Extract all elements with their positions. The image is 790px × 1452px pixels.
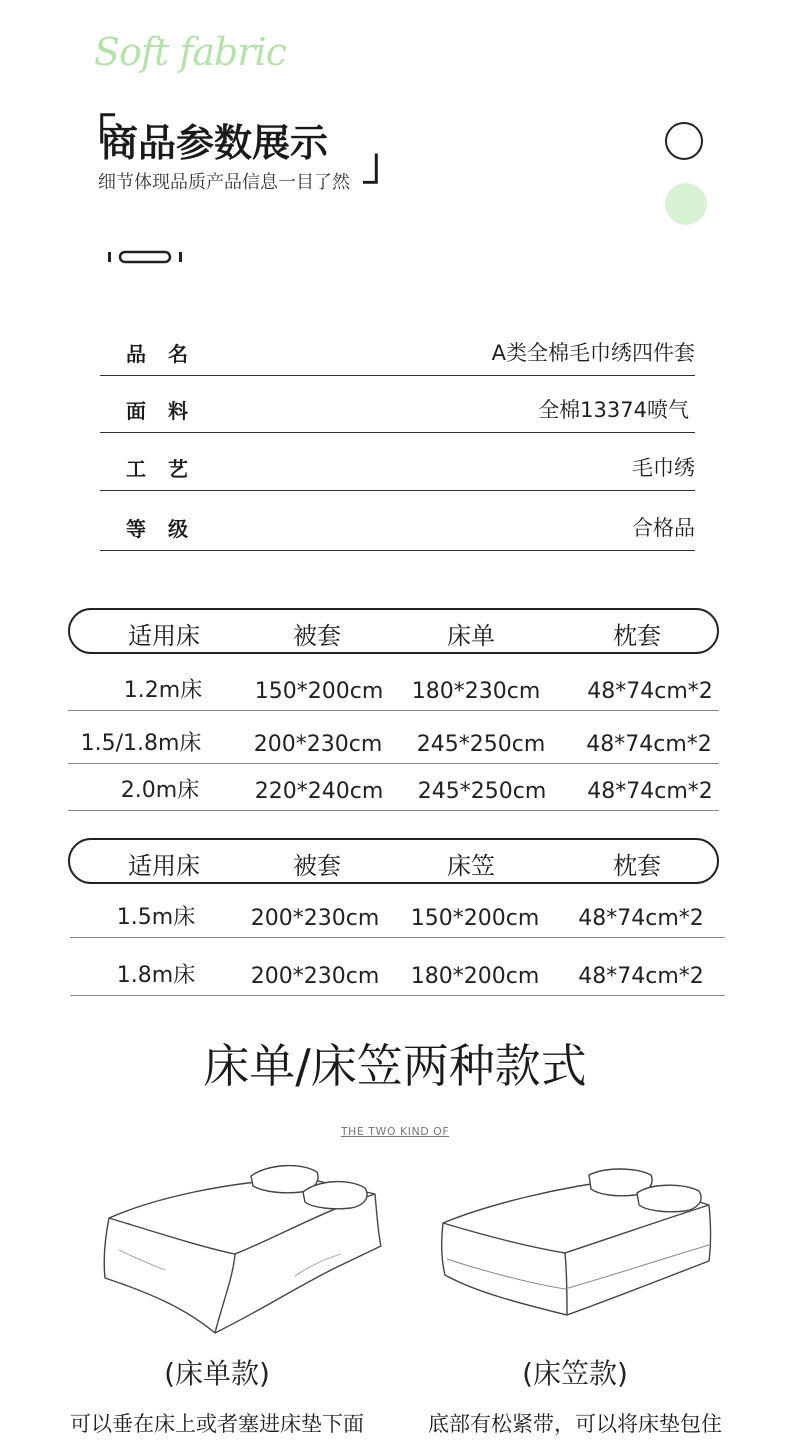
green-circle-decoration [665, 183, 707, 225]
table-row [70, 897, 725, 938]
table-cell: 180*230cm [411, 679, 541, 704]
table-row [68, 770, 719, 811]
table-header-cell: 枕套 [613, 852, 661, 880]
param-value: 毛巾绣 [632, 456, 695, 480]
table-cell: 1.2m床 [123, 678, 203, 703]
table-cell: 2.0m床 [120, 778, 200, 803]
param-row-grade [100, 508, 695, 551]
table-cell: 180*200cm [410, 964, 540, 989]
table-cell: 48*74cm*2 [587, 779, 713, 804]
param-row-fabric [100, 390, 695, 433]
param-row-craft [100, 448, 695, 491]
table-header-cell: 适用床 [128, 852, 200, 880]
param-value: 合格品 [632, 516, 695, 540]
table-row [68, 670, 719, 711]
styles-section-caption: THE TWO KIND OF [340, 1125, 450, 1138]
table-cell: 200*230cm [250, 964, 380, 989]
param-row-name [100, 333, 695, 376]
fitted-sheet-bed-icon [437, 1165, 713, 1317]
table-cell: 200*230cm [253, 732, 383, 757]
page-title: 商品参数展示 [100, 121, 329, 165]
table-cell: 1.5m床 [116, 905, 196, 930]
table-cell: 48*74cm*2 [586, 732, 712, 757]
title-bracket-open: 「 [72, 111, 116, 162]
fitted-sheet-style-label: (床笠款) [522, 1357, 628, 1390]
table-row [68, 723, 719, 764]
table-cell: 150*200cm [254, 679, 384, 704]
brand-wordmark: Soft fabric [94, 30, 286, 74]
table-cell: 48*74cm*2 [587, 679, 713, 704]
page-subtitle: 细节体现品质产品信息一目了然 [98, 172, 350, 193]
param-label: 工艺 [126, 457, 210, 481]
flat-sheet-bed-icon [95, 1158, 387, 1336]
param-label: 品名 [126, 342, 210, 366]
styles-section-title: 床单/床笠两种款式 [203, 1039, 587, 1093]
title-bracket-close: 」 [362, 139, 406, 190]
table-header [68, 608, 719, 654]
table-cell: 48*74cm*2 [578, 906, 704, 931]
param-value: A类全棉毛巾绣四件套 [491, 341, 695, 365]
table-cell: 1.8m床 [116, 963, 196, 988]
table-header-cell: 被套 [293, 852, 341, 880]
param-label: 面料 [126, 399, 210, 423]
table-cell: 200*230cm [250, 906, 380, 931]
table-cell: 220*240cm [254, 779, 384, 804]
table-cell: 48*74cm*2 [578, 964, 704, 989]
table-cell: 245*250cm [416, 732, 546, 757]
table-header-cell: 床笠 [447, 852, 495, 880]
table-cell: 150*200cm [410, 906, 540, 931]
table-header-cell: 被套 [293, 622, 341, 650]
param-label: 等级 [126, 517, 210, 541]
flat-sheet-description: 可以垂在床上或者塞进床垫下面 [70, 1412, 364, 1436]
outline-circle-decoration [665, 122, 703, 160]
table-header-cell: 床单 [447, 622, 495, 650]
param-value: 全棉13374喷气 [538, 398, 689, 422]
table-row [70, 955, 725, 996]
flat-sheet-style-label: (床单款) [164, 1357, 270, 1390]
pill-divider-icon [107, 250, 183, 264]
table-cell: 245*250cm [417, 779, 547, 804]
table-header [68, 838, 719, 884]
table-header-cell: 适用床 [128, 622, 200, 650]
table-cell: 1.5/1.8m床 [80, 731, 202, 756]
fitted-sheet-description: 底部有松紧带，可以将床垫包住 [428, 1412, 722, 1436]
table-header-cell: 枕套 [613, 622, 661, 650]
